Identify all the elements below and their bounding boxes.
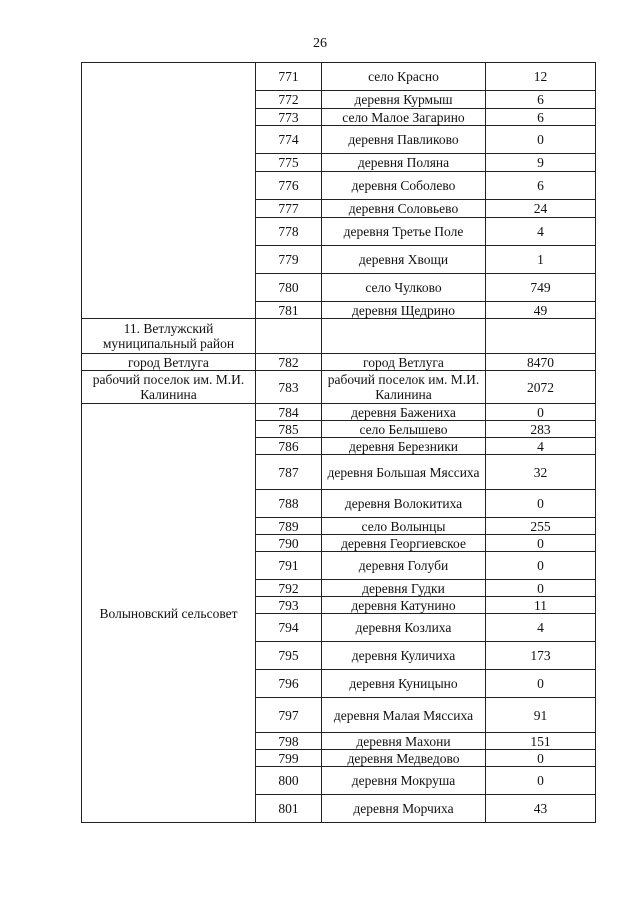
row-number-cell: 781 (256, 302, 322, 319)
table-row (82, 319, 596, 354)
settlement-name-cell: деревня Мокруша (322, 767, 486, 795)
row-number-cell: 774 (256, 126, 322, 154)
population-cell: 6 (486, 91, 596, 109)
population-cell: 4 (486, 218, 596, 246)
settlement-name-cell: деревня Голуби (322, 552, 486, 580)
row-number-cell: 772 (256, 91, 322, 109)
settlement-name-cell: деревня Морчиха (322, 795, 486, 823)
population-cell: 1 (486, 246, 596, 274)
settlement-name-cell: деревня Козлиха (322, 614, 486, 642)
settlement-name-cell: деревня Волокитиха (322, 490, 486, 518)
settlement-name-cell: деревня Георгиевское (322, 535, 486, 552)
settlement-name-cell: деревня Курмыш (322, 91, 486, 109)
territory-cell: рабочий поселок им. М.И. Калинина (82, 371, 256, 404)
territory-cell (82, 63, 256, 319)
population-cell: 4 (486, 438, 596, 455)
row-number-cell (256, 319, 322, 354)
territory-cell: 11. Ветлужский муниципальный район (82, 319, 256, 354)
row-number-cell: 794 (256, 614, 322, 642)
population-cell: 173 (486, 642, 596, 670)
row-number-cell: 776 (256, 172, 322, 200)
row-number-cell: 782 (256, 354, 322, 371)
row-number-cell: 788 (256, 490, 322, 518)
settlement-name-cell: деревня Соболево (322, 172, 486, 200)
row-number-cell: 798 (256, 733, 322, 750)
population-cell: 4 (486, 614, 596, 642)
row-number-cell: 792 (256, 580, 322, 597)
row-number-cell: 793 (256, 597, 322, 614)
population-cell: 11 (486, 597, 596, 614)
row-number-cell: 778 (256, 218, 322, 246)
row-number-cell: 790 (256, 535, 322, 552)
row-number-cell: 777 (256, 200, 322, 218)
settlement-name-cell: деревня Куницыно (322, 670, 486, 698)
settlement-name-cell: деревня Большая Мяссиха (322, 455, 486, 490)
settlement-name-cell: деревня Малая Мяссиха (322, 698, 486, 733)
row-number-cell: 796 (256, 670, 322, 698)
population-cell: 91 (486, 698, 596, 733)
settlement-name-cell: деревня Щедрино (322, 302, 486, 319)
population-cell: 6 (486, 109, 596, 126)
row-number-cell: 773 (256, 109, 322, 126)
settlement-name-cell: деревня Куличиха (322, 642, 486, 670)
row-number-cell: 786 (256, 438, 322, 455)
page-number: 26 (313, 36, 327, 51)
settlement-name-cell (322, 319, 486, 354)
row-number-cell: 775 (256, 154, 322, 172)
table-body (82, 63, 596, 823)
population-cell: 32 (486, 455, 596, 490)
settlement-name-cell: деревня Соловьево (322, 200, 486, 218)
settlement-name-cell: деревня Павликово (322, 126, 486, 154)
population-cell: 0 (486, 750, 596, 767)
territory-cell: Волыновский сельсовет (82, 404, 256, 823)
population-cell: 43 (486, 795, 596, 823)
settlement-name-cell: деревня Медведово (322, 750, 486, 767)
table-row (82, 63, 596, 91)
row-number-cell: 799 (256, 750, 322, 767)
row-number-cell: 791 (256, 552, 322, 580)
settlement-name-cell: деревня Бажениха (322, 404, 486, 421)
population-cell: 151 (486, 733, 596, 750)
row-number-cell: 787 (256, 455, 322, 490)
settlement-name-cell: село Волынцы (322, 518, 486, 535)
population-cell: 0 (486, 767, 596, 795)
population-cell: 9 (486, 154, 596, 172)
population-cell: 0 (486, 490, 596, 518)
row-number-cell: 780 (256, 274, 322, 302)
table-row (82, 404, 596, 421)
settlement-name-cell: село Белышево (322, 421, 486, 438)
territory-cell: город Ветлуга (82, 354, 256, 371)
population-cell: 24 (486, 200, 596, 218)
population-cell: 0 (486, 535, 596, 552)
population-cell: 49 (486, 302, 596, 319)
row-number-cell: 789 (256, 518, 322, 535)
row-number-cell: 797 (256, 698, 322, 733)
settlement-name-cell: село Малое Загарино (322, 109, 486, 126)
settlement-name-cell: деревня Гудки (322, 580, 486, 597)
row-number-cell: 801 (256, 795, 322, 823)
settlements-table (81, 62, 596, 823)
row-number-cell: 795 (256, 642, 322, 670)
population-cell: 0 (486, 126, 596, 154)
settlement-name-cell: деревня Махони (322, 733, 486, 750)
settlement-name-cell: деревня Поляна (322, 154, 486, 172)
settlement-name-cell: деревня Катунино (322, 597, 486, 614)
table-row (82, 371, 596, 404)
settlement-name-cell: деревня Березники (322, 438, 486, 455)
row-number-cell: 783 (256, 371, 322, 404)
settlement-name-cell: город Ветлуга (322, 354, 486, 371)
population-cell (486, 319, 596, 354)
row-number-cell: 779 (256, 246, 322, 274)
population-cell: 0 (486, 670, 596, 698)
population-cell: 2072 (486, 371, 596, 404)
settlement-name-cell: деревня Хвощи (322, 246, 486, 274)
population-cell: 255 (486, 518, 596, 535)
population-cell: 12 (486, 63, 596, 91)
population-cell: 6 (486, 172, 596, 200)
table-row (82, 354, 596, 371)
settlement-name-cell: рабочий поселок им. М.И. Калинина (322, 371, 486, 404)
row-number-cell: 800 (256, 767, 322, 795)
row-number-cell: 784 (256, 404, 322, 421)
population-cell: 0 (486, 580, 596, 597)
population-cell: 0 (486, 552, 596, 580)
settlement-name-cell: село Красно (322, 63, 486, 91)
population-cell: 8470 (486, 354, 596, 371)
population-cell: 0 (486, 404, 596, 421)
row-number-cell: 771 (256, 63, 322, 91)
population-cell: 749 (486, 274, 596, 302)
settlement-name-cell: деревня Третье Поле (322, 218, 486, 246)
population-cell: 283 (486, 421, 596, 438)
row-number-cell: 785 (256, 421, 322, 438)
settlement-name-cell: село Чулково (322, 274, 486, 302)
